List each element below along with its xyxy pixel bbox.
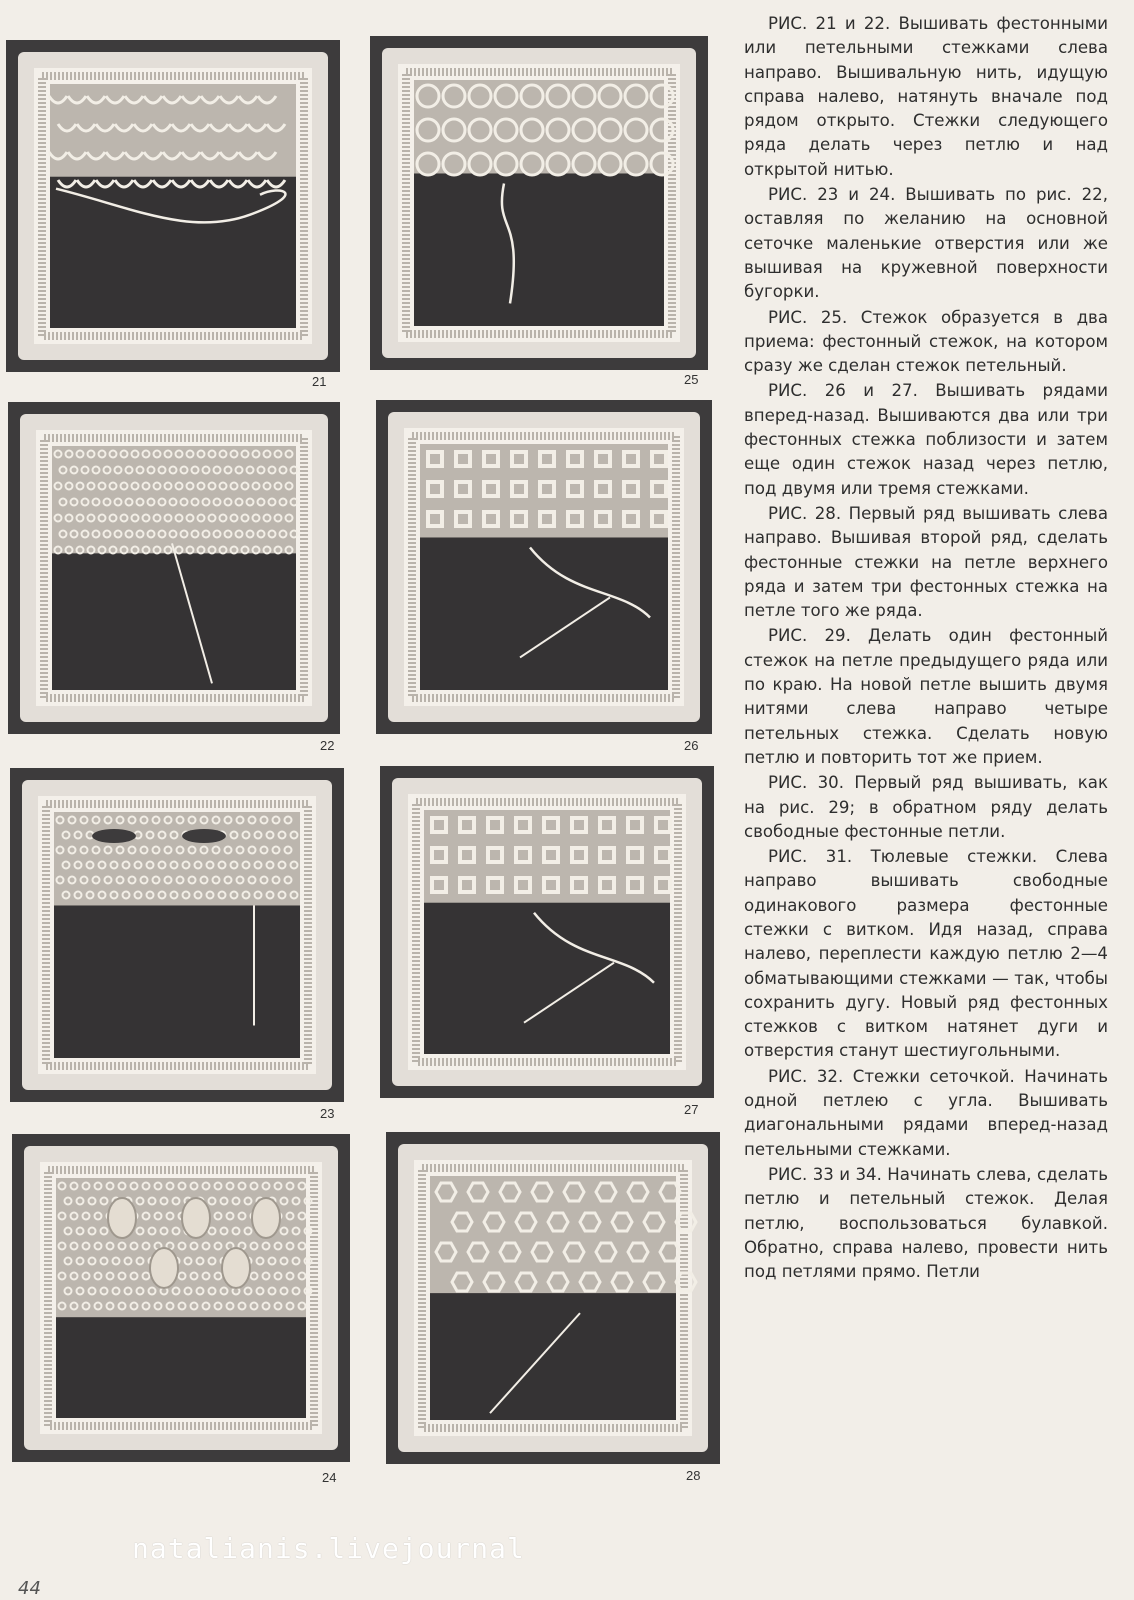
figure-25 bbox=[370, 36, 708, 370]
figure-number: 27 bbox=[684, 1102, 699, 1117]
figure-number: 23 bbox=[320, 1106, 335, 1121]
figure-23 bbox=[10, 768, 344, 1102]
figure-26 bbox=[376, 400, 712, 734]
embroidery-photo bbox=[8, 402, 340, 734]
figure-number: 21 bbox=[312, 374, 327, 389]
paragraph: РИС. 30. Первый ряд вышивать, как на рис. 29; в обратном ряду делать свободные фестонные петли. bbox=[744, 773, 1108, 841]
embroidery-photo bbox=[12, 1134, 350, 1462]
instructions-text-column bbox=[744, 12, 1108, 1285]
paragraph: РИС. 28. Первый ряд вышивать слева направо. Вышивая второй ряд, сделать фестонные стежки на петле верхнего ряда и затем три фестонных стежка на петле того же ряда. bbox=[744, 503, 1108, 621]
watermark: natalianis.livejournal bbox=[132, 1532, 525, 1565]
figure-24 bbox=[12, 1134, 350, 1462]
figure-21 bbox=[6, 40, 340, 372]
embroidery-photo bbox=[380, 766, 714, 1098]
embroidery-photo bbox=[6, 40, 340, 372]
paragraph: РИС. 25. Стежок образуется в два приема: фестонный стежок, на котором сразу же сделан стежок петельный. bbox=[744, 307, 1108, 376]
paragraph: РИС. 33 и 34. Начинать слева, сделать петлю и петельный стежок. Делая петлю, воспользоваться булавкой. Обратно, справа налево, провести нить под петлями прямо. Петли bbox=[744, 1164, 1108, 1282]
figure-27 bbox=[380, 766, 714, 1098]
paragraph: РИС. 31. Тюлевые стежки. Слева направо вышивать свободные одинакового размера фестонные стежки с витком. Идя назад, справа налево, переплести каждую петлю 2—4 обматывающими стежками — так, чтобы сохранить дугу. Новый ряд фестонных стежков с витком натянет дуги и отверстия станут шестиугольными. bbox=[744, 847, 1108, 1061]
paragraph: РИС. 26 и 27. Вышивать рядами вперед-назад. Вышиваются два или три фестонных стежка поблизости и затем еще один стежок назад через петлю, под двумя или тремя стежками. bbox=[744, 381, 1108, 498]
paragraph: РИС. 21 и 22. Вышивать фестонными или петельными стежками слева направо. Вышивальную нить, идущую справа налево, натянуть вначале под рядом открыто. Стежки следующего ряда делать через петлю и над открытой нитью. bbox=[744, 14, 1108, 179]
figure-number: 25 bbox=[684, 372, 699, 387]
embroidery-photo bbox=[376, 400, 712, 734]
paragraph: РИС. 32. Стежки сеточкой. Начинать одной петлею с угла. Вышивать диагональными рядами вперед-назад петельными стежками. bbox=[744, 1066, 1108, 1159]
paragraph: РИС. 23 и 24. Вышивать по рис. 22, оставляя по желанию на основной сеточке маленькие отверстия или же вышивая на кружевной поверхности бугорки. bbox=[744, 185, 1108, 302]
figure-number: 22 bbox=[320, 738, 335, 753]
figure-22 bbox=[8, 402, 340, 734]
figure-28 bbox=[386, 1132, 720, 1464]
embroidery-photo bbox=[386, 1132, 720, 1464]
embroidery-photo bbox=[370, 36, 708, 370]
figure-number: 24 bbox=[322, 1470, 337, 1485]
paragraph: РИС. 29. Делать один фестонный стежок на петле предыдущего ряда или по краю. На новой петле вышить двумя нитями слева направо четыре петельных стежка. Сделать новую петлю и повторить тот же прием. bbox=[744, 626, 1108, 767]
page-number: 44 bbox=[18, 1578, 41, 1599]
embroidery-photo bbox=[10, 768, 344, 1102]
figure-number: 28 bbox=[686, 1468, 701, 1483]
figure-number: 26 bbox=[684, 738, 699, 753]
